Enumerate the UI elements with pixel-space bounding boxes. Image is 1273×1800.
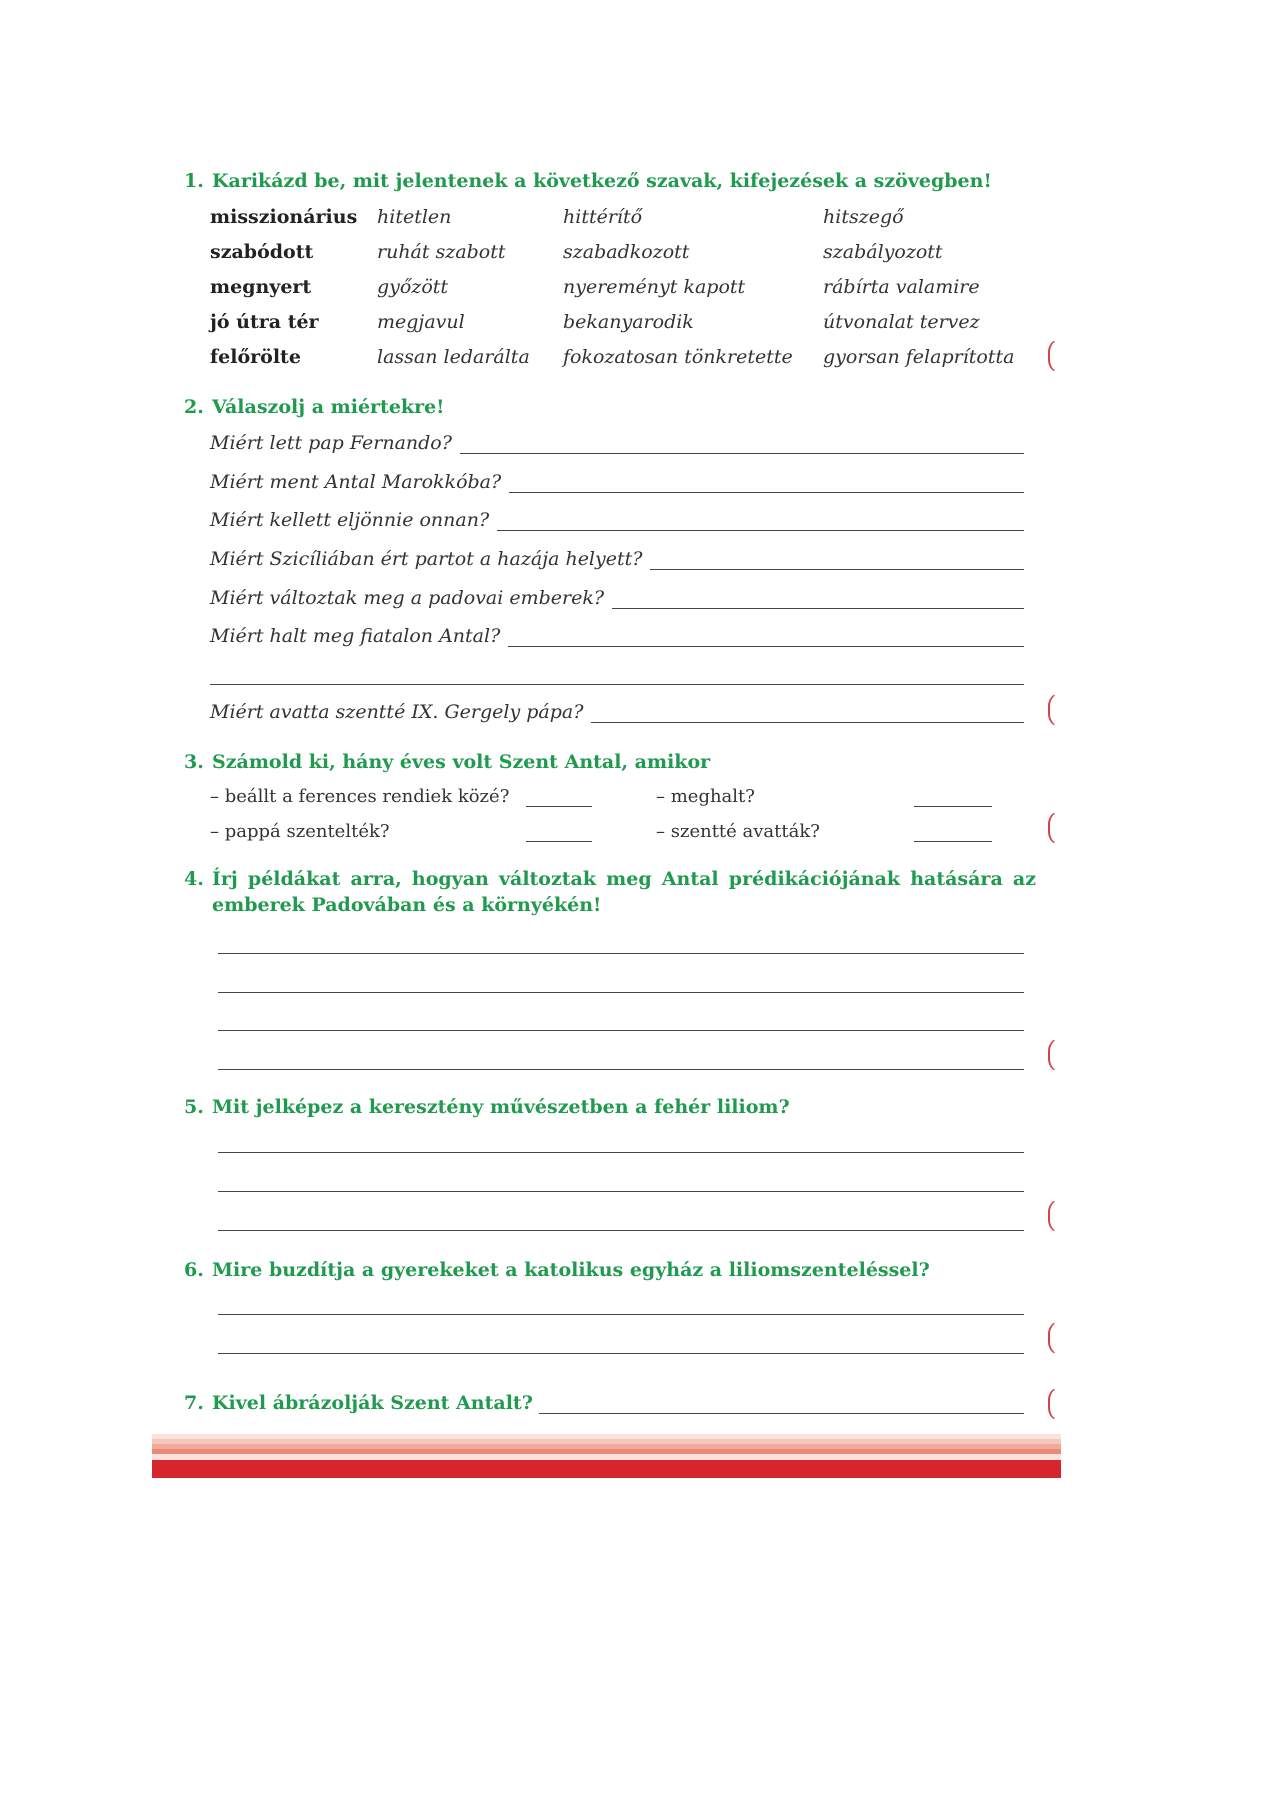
q2-title: 2. Válaszolj a miértekre!: [184, 396, 445, 418]
q1-score-mark: [1048, 338, 1064, 374]
q6-answer-line[interactable]: [218, 1314, 1024, 1315]
q3-answer-blank[interactable]: [526, 841, 592, 842]
footer-red-bar: [152, 1460, 1061, 1478]
q4-answer-line[interactable]: [218, 953, 1024, 954]
q2-answer-line-extra[interactable]: [210, 684, 1024, 685]
q3-answer-blank[interactable]: [914, 841, 992, 842]
q1-option[interactable]: rábírta valamire: [823, 276, 980, 298]
q5-score-mark: [1048, 1198, 1064, 1234]
q5-title: 5. Mit jelképez a keresztény művészetben a fehér liliom?: [184, 1096, 790, 1118]
q6-title: 6. Mire buzdítja a gyerekeket a katolikus egyház a liliomszenteléssel?: [184, 1259, 930, 1281]
q4-answer-line[interactable]: [218, 1069, 1024, 1070]
q3-item: – meghalt?: [656, 786, 755, 807]
q4-answer-line[interactable]: [218, 1030, 1024, 1031]
q3-item: – szentté avatták?: [656, 821, 820, 842]
q1-option[interactable]: hitszegő: [823, 206, 904, 228]
q1-option[interactable]: hittérítő: [563, 206, 643, 228]
q1-term: megnyert: [210, 276, 312, 298]
q2-question: Miért avatta szentté IX. Gergely pápa?: [210, 701, 591, 723]
q3-item: – beállt a ferences rendiek közé?: [210, 786, 510, 807]
q4-score-mark: [1048, 1037, 1064, 1073]
q3-score-mark: [1048, 810, 1064, 846]
q5-answer-line[interactable]: [218, 1191, 1024, 1192]
q1-option[interactable]: hitetlen: [377, 206, 452, 228]
q7-score-mark: [1048, 1386, 1064, 1422]
q2-question: Miért lett pap Fernando?: [210, 432, 460, 454]
q1-option[interactable]: győzött: [377, 276, 449, 298]
q3-answer-blank[interactable]: [914, 806, 992, 807]
q4-title: 4. Írj példákat arra, hogyan változtak meg Antal prédikációjának hatására az emberek Padovában és a környékén!: [184, 868, 1036, 916]
q5-answer-line[interactable]: [218, 1152, 1024, 1153]
q1-option[interactable]: szabályozott: [823, 241, 943, 263]
q2-question: Miért Szicíliában ért partot a hazája helyett?: [210, 548, 650, 570]
q1-option[interactable]: szabadkozott: [563, 241, 690, 263]
q1-term: jó útra tér: [210, 311, 319, 333]
q1-title: 1. Karikázd be, mit jelentenek a következő szavak, kifejezések a szövegben!: [184, 170, 992, 192]
q2-question: Miért kellett eljönnie onnan?: [210, 509, 497, 531]
q3-title: 3. Számold ki, hány éves volt Szent Antal, amikor: [184, 751, 711, 773]
q5-answer-line[interactable]: [218, 1230, 1024, 1231]
q1-term: szabódott: [210, 241, 314, 263]
q1-option[interactable]: nyereményt kapott: [563, 276, 746, 298]
q1-term: felőrölte: [210, 346, 301, 368]
q1-option[interactable]: fokozatosan tönkretette: [563, 346, 793, 368]
q2-question: Miért halt meg fiatalon Antal?: [210, 625, 508, 647]
q1-option[interactable]: gyorsan felaprította: [823, 346, 1015, 368]
q2-question: Miért ment Antal Marokkóba?: [210, 471, 509, 493]
q1-option[interactable]: bekanyarodik: [563, 311, 694, 333]
q6-answer-line[interactable]: [218, 1353, 1024, 1354]
q7-title: 7. Kivel ábrázolják Szent Antalt?: [184, 1392, 539, 1414]
q6-score-mark: [1048, 1320, 1064, 1356]
q2-question: Miért változtak meg a padovai emberek?: [210, 587, 612, 609]
q1-option[interactable]: ruhát szabott: [377, 241, 506, 263]
q2-score-mark: [1048, 692, 1064, 728]
q1-option[interactable]: megjavul: [377, 311, 465, 333]
q3-item: – pappá szentelték?: [210, 821, 390, 842]
q4-answer-line[interactable]: [218, 992, 1024, 993]
q1-option[interactable]: útvonalat tervez: [823, 311, 980, 333]
q3-answer-blank[interactable]: [526, 806, 592, 807]
q1-option[interactable]: lassan ledarálta: [377, 346, 530, 368]
q1-term: misszionárius: [210, 206, 358, 228]
